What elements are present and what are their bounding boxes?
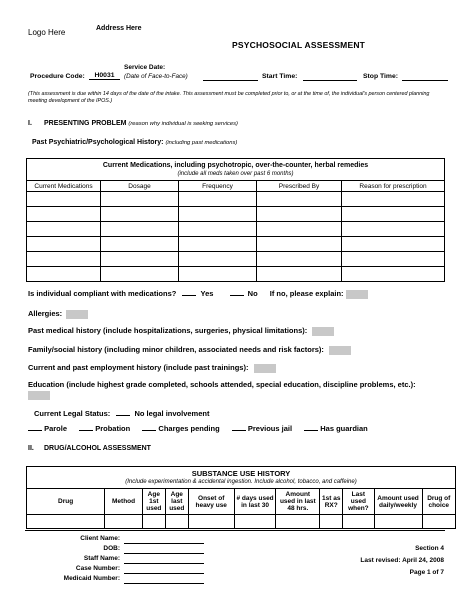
sub-col-last-used: Last used when? <box>343 489 374 515</box>
medications-table-title <box>27 159 445 181</box>
legal-charges-label: Charges pending <box>158 424 220 433</box>
compliance-yes-label: Yes <box>200 289 214 298</box>
compliance-no-label: No <box>247 289 258 298</box>
footer-fields <box>124 534 204 584</box>
legal-probation-label: Probation <box>95 424 131 433</box>
med-col-reason: Reason for prescription <box>342 181 445 192</box>
legal-parole-blank[interactable] <box>28 430 42 431</box>
substance-cell[interactable] <box>105 515 143 529</box>
compliance-explain-field[interactable] <box>346 290 368 299</box>
service-date-note: (Date of Face-to-Face) <box>124 73 188 80</box>
footer-divider <box>25 530 445 531</box>
legal-jail-label: Previous jail <box>247 424 293 433</box>
section-number: Section 4 <box>415 545 444 552</box>
page-number: Page 1 of 7 <box>409 569 444 576</box>
client-name-field[interactable] <box>124 534 204 544</box>
employment-history-field[interactable] <box>254 364 276 373</box>
education-row <box>28 380 416 389</box>
allergies-label: Allergies: <box>28 309 63 318</box>
legal-parole-label: Parole <box>44 424 68 433</box>
stop-time-label: Stop Time: <box>363 73 398 80</box>
past-history-row <box>32 139 237 146</box>
sub-col-daily: Amount used daily/weekly <box>374 489 422 515</box>
sub-col-age-last: Age last used <box>165 489 188 515</box>
substance-cell[interactable] <box>142 515 165 529</box>
table-row <box>27 237 445 252</box>
section-1-note: (reason why individual is seeking services) <box>128 121 238 127</box>
legal-guardian-blank[interactable] <box>304 430 318 431</box>
legal-status-row-2 <box>28 424 368 433</box>
family-history-label: Family/social history (including minor children, associated needs and risk factors): <box>28 345 324 354</box>
substance-cell[interactable] <box>343 515 374 529</box>
sub-col-days: # days used in last 30 <box>234 489 276 515</box>
table-row <box>27 207 445 222</box>
substance-cell[interactable] <box>422 515 455 529</box>
client-name-label: Client Name: <box>80 535 120 542</box>
legal-status-row-1 <box>34 409 209 418</box>
section-2-title: DRUG/ALCOHOL ASSESSMENT <box>44 445 151 452</box>
case-number-field[interactable] <box>124 564 204 574</box>
dob-field[interactable] <box>124 544 204 554</box>
allergies-field[interactable] <box>66 310 88 319</box>
section-1-title: PRESENTING PROBLEM <box>44 120 127 127</box>
legal-charges-blank[interactable] <box>142 430 156 431</box>
medications-table <box>26 158 445 282</box>
case-number-label: Case Number: <box>75 565 120 572</box>
med-col-frequency: Frequency <box>179 181 257 192</box>
section-2-number: II. <box>28 445 34 452</box>
med-col-dosage: Dosage <box>101 181 179 192</box>
compliance-row <box>28 289 368 299</box>
substance-cell[interactable] <box>276 515 320 529</box>
med-col-prescribed-by: Prescribed By <box>257 181 342 192</box>
legal-jail-blank[interactable] <box>232 430 246 431</box>
employment-history-label: Current and past employment history (include past trainings): <box>28 363 249 372</box>
compliance-question: Is individual compliant with medications? <box>28 289 177 298</box>
staff-name-field[interactable] <box>124 554 204 564</box>
sub-col-drug: Drug <box>27 489 105 515</box>
substance-cell[interactable] <box>374 515 422 529</box>
education-label: Education (include highest grade completed, schools attended, special education, discipline problems, etc.): <box>28 380 416 389</box>
education-field[interactable] <box>28 391 50 400</box>
family-history-field[interactable] <box>329 346 351 355</box>
allergies-row <box>28 309 88 319</box>
employment-history-row <box>28 363 276 373</box>
sub-col-method: Method <box>105 489 143 515</box>
address-placeholder: Address Here <box>96 25 142 32</box>
legal-probation-blank[interactable] <box>79 430 93 431</box>
footer-labels <box>30 534 120 584</box>
dob-label: DOB: <box>103 545 120 552</box>
medications-subtitle: (include all meds taken over past 6 months) <box>177 170 294 177</box>
substance-table-title <box>27 467 456 489</box>
footer-meta <box>360 543 444 579</box>
substance-cell[interactable] <box>234 515 276 529</box>
logo-placeholder: Logo Here <box>28 28 66 37</box>
procedure-code-value: H0031 <box>89 72 120 80</box>
medical-history-row <box>28 326 334 336</box>
sub-col-rx: 1st as RX? <box>320 489 343 515</box>
section-1-heading <box>44 120 238 127</box>
legal-guardian-label: Has guardian <box>320 424 368 433</box>
sub-col-amount-48: Amount used in last 48 hrs. <box>276 489 320 515</box>
table-row <box>27 252 445 267</box>
medical-history-label: Past medical history (include hospitalizations, surgeries, physical limitations): <box>28 326 308 335</box>
sub-col-choice: Drug of choice <box>422 489 455 515</box>
table-row <box>27 267 445 282</box>
substance-subtitle: (Include experimentation & accidental ingestion. Include alcohol, tobacco, and caffeine) <box>125 478 357 485</box>
substance-title: SUBSTANCE USE HISTORY <box>191 468 291 478</box>
last-revised: Last revised: April 24, 2008 <box>360 557 444 564</box>
intro-note: (This assessment is due within 14 days of the date of the intake. This assessment must be completed prior to, or at the time of, the individual's person centered planning meeting development of the IPOS.) <box>28 91 430 104</box>
compliance-if-no-label: If no, please explain: <box>269 289 344 298</box>
procedure-code-label: Procedure Code: <box>30 73 85 80</box>
section-1-number: I. <box>28 120 32 127</box>
medicaid-number-field[interactable] <box>124 574 204 584</box>
table-row <box>27 222 445 237</box>
sub-col-age-first: Age 1st used <box>142 489 165 515</box>
family-history-row <box>28 345 351 355</box>
compliance-yes-blank[interactable] <box>182 295 196 296</box>
medications-title: Current Medications, including psychotropic, over-the-counter, herbal remedies <box>102 161 369 169</box>
past-history-note: (including past medications) <box>165 140 238 146</box>
table-row <box>27 192 445 207</box>
medical-history-field[interactable] <box>312 327 334 336</box>
past-history-label: Past Psychiatric/Psychological History: <box>32 139 164 146</box>
table-row <box>27 515 456 529</box>
legal-none-label: No legal involvement <box>134 409 210 418</box>
substance-cell[interactable] <box>165 515 188 529</box>
legal-status-label: Current Legal Status: <box>34 409 111 418</box>
substance-cell[interactable] <box>27 515 105 529</box>
substance-cell[interactable] <box>188 515 234 529</box>
service-date-label: Service Date: <box>124 64 166 71</box>
medicaid-number-label: Medicaid Number: <box>63 575 120 582</box>
med-col-current: Current Medications <box>27 181 101 192</box>
stop-time-field[interactable] <box>402 73 448 81</box>
start-time-field[interactable] <box>303 73 357 81</box>
start-time-label: Start Time: <box>262 73 298 80</box>
form-title: PSYCHOSOCIAL ASSESSMENT <box>232 40 366 50</box>
legal-none-blank[interactable] <box>116 415 130 416</box>
sub-col-onset: Onset of heavy use <box>188 489 234 515</box>
service-date-field[interactable] <box>203 73 258 81</box>
substance-cell[interactable] <box>320 515 343 529</box>
staff-name-label: Staff Name: <box>83 555 120 562</box>
compliance-no-blank[interactable] <box>230 295 244 296</box>
substance-use-table <box>26 466 456 529</box>
